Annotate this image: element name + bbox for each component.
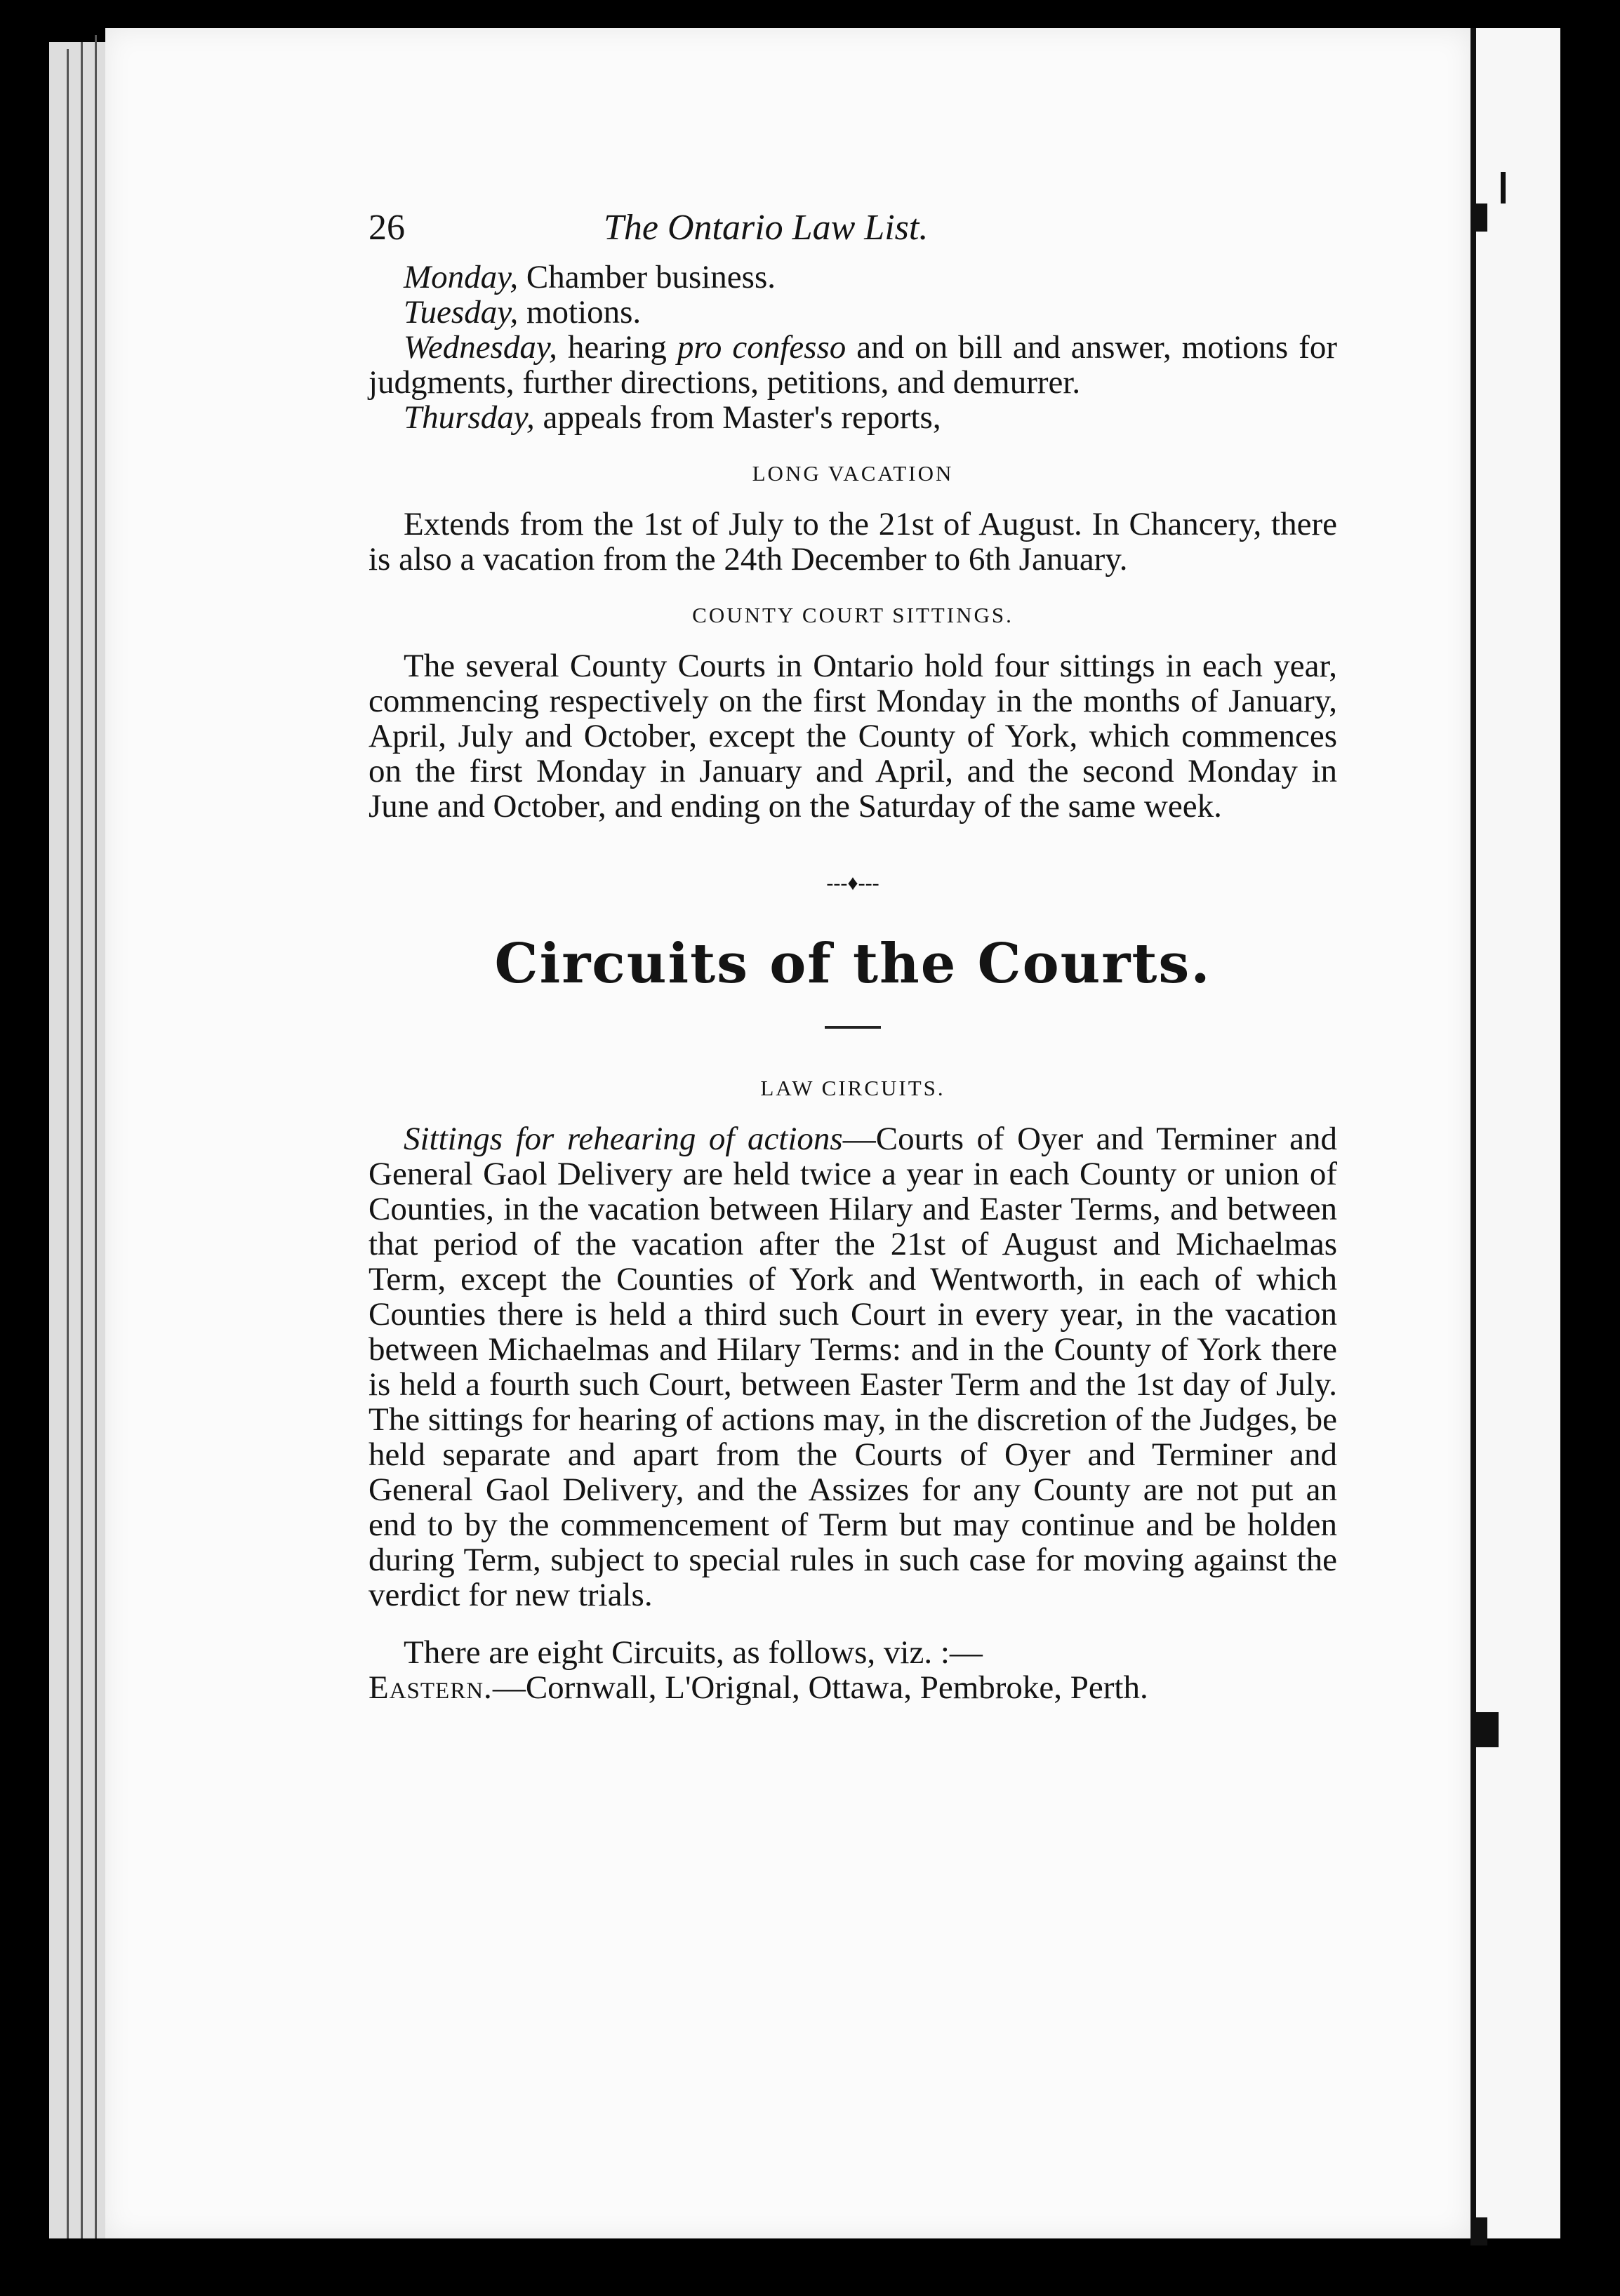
day-label: Monday, bbox=[404, 259, 519, 295]
page-number: 26 bbox=[369, 208, 405, 248]
schedule-wednesday bbox=[369, 330, 1337, 400]
page-edge-stack bbox=[49, 42, 105, 2238]
schedule-monday bbox=[369, 260, 1337, 295]
eastern-circuit bbox=[369, 1670, 1337, 1705]
county-court-heading: COUNTY COURT SITTINGS. bbox=[692, 603, 1014, 627]
day-text: and on bill and answer, motions for judgments, further directions, petitions, and demurrer. bbox=[369, 329, 1337, 401]
long-vacation-heading: LONG VACATION bbox=[752, 461, 954, 486]
day-text: Chamber business. bbox=[518, 259, 776, 295]
lead-phrase: Sittings for rehearing of actions bbox=[404, 1121, 843, 1157]
circuits-intro: There are eight Circuits, as follows, viz. :— bbox=[404, 1634, 983, 1671]
schedule-tuesday bbox=[369, 295, 1337, 330]
running-header bbox=[369, 208, 1337, 260]
ornament-divider: ---♦--- bbox=[826, 872, 879, 895]
binding-mark bbox=[1470, 2217, 1487, 2245]
day-label: Wednesday, bbox=[404, 329, 557, 366]
binding-mark bbox=[1501, 172, 1506, 203]
page-edge-line bbox=[81, 42, 83, 2238]
law-circuits-text: —Courts of Oyer and Terminer and General Gaol Delivery are held twice a year in each County or union of Counties, in the vacation between Hilary and Easter Terms, and between that period of the vacation after the 21st of August and Michaelmas Term, except the Counties of York and Wentworth, in each of which Counties there is held a third such Court in every year, in the vacation between Michaelmas and Hilary Terms: and in the County of York there is held a fourth such Court, between Easter Term and the 1st day of July. The sittings for hearing of actions may, in the discretion of the Judges, be held separate and apart from the Courts of Oyer and Terminer and General Gaol Delivery, and the Assizes for any County are not put an end to by the commencement of Term but may continue and be holden during Term, subject to special rules in such case for moving against the verdict for new trials. bbox=[369, 1121, 1337, 1613]
day-text: motions. bbox=[518, 294, 642, 331]
binding-mark bbox=[1470, 1712, 1499, 1747]
facing-page-edge bbox=[1470, 28, 1560, 2238]
day-label: Thursday, bbox=[404, 399, 535, 436]
day-text: appeals from Master's reports, bbox=[534, 399, 941, 436]
latin-phrase: pro confesso bbox=[677, 329, 846, 366]
binding-mark bbox=[1470, 203, 1487, 232]
page-edge-line bbox=[95, 35, 97, 2238]
section-title: Circuits of the Courts. bbox=[494, 932, 1211, 996]
title-rule bbox=[825, 1026, 881, 1029]
page-text bbox=[369, 208, 1337, 1706]
circuit-label: Eastern. bbox=[369, 1669, 493, 1706]
law-circuits-body bbox=[369, 1121, 1337, 1613]
circuit-towns: —Cornwall, L'Orignal, Ottawa, Pembroke, Perth. bbox=[492, 1669, 1148, 1706]
page-edge-line bbox=[67, 49, 69, 2238]
day-text: hearing bbox=[557, 329, 677, 366]
day-label: Tuesday, bbox=[404, 294, 519, 331]
county-court-body: The several County Courts in Ontario hold four sittings in each year, commencing respectively on the first Monday in the months of January, April, July and October, except the County of York, which commences on the first Monday in January and April, and the second Monday in June and October, and ending on the Saturday of the same week. bbox=[369, 648, 1337, 825]
law-circuits-heading: LAW CIRCUITS. bbox=[760, 1076, 945, 1100]
running-title: The Ontario Law List. bbox=[604, 208, 929, 248]
schedule-thursday bbox=[369, 400, 1337, 435]
long-vacation-body: Extends from the 1st of July to the 21st of August. In Chancery, there is also a vacation from the 24th December to 6th January. bbox=[369, 506, 1337, 578]
